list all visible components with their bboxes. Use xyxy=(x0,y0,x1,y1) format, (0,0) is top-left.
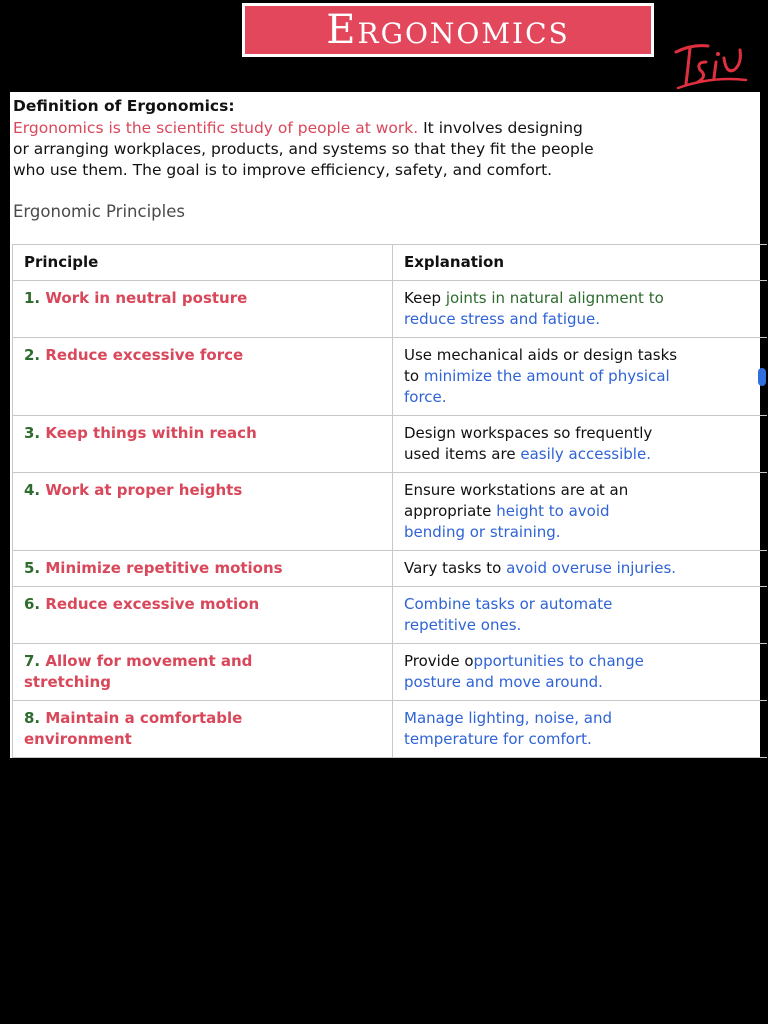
explanation-highlight: joints in natural alignment to xyxy=(445,289,664,307)
principle-cell xyxy=(13,701,393,757)
definition-rest: It involves designing xyxy=(418,119,583,137)
explanation-cell xyxy=(393,416,767,472)
principles-table xyxy=(12,244,767,758)
principle-number: 2. xyxy=(24,346,41,364)
principle-number: 5. xyxy=(24,559,41,577)
explanation-link-text: easily accessible. xyxy=(520,445,651,463)
definition-heading: Definition of Ergonomics: xyxy=(13,97,235,115)
principle-name: environment xyxy=(24,730,132,748)
principle-cell xyxy=(13,416,393,472)
definition-line-2: or arranging workplaces, products, and systems so that they fit the people xyxy=(13,140,594,158)
principle-cell xyxy=(13,338,393,415)
principle-name: Reduce excessive force xyxy=(45,346,244,364)
scroll-indicator[interactable] xyxy=(758,368,766,386)
principle-cell xyxy=(13,473,393,550)
explanation-cell xyxy=(393,644,767,700)
explanation-link-text: pportunities to change xyxy=(473,652,644,670)
explanation-text: Keep xyxy=(404,289,446,307)
principle-number: 8. xyxy=(24,709,41,727)
document-panel xyxy=(10,92,760,758)
table-row xyxy=(13,551,767,587)
principle-number: 7. xyxy=(24,652,41,670)
explanation-text: Use mechanical aids or design tasks xyxy=(404,346,678,364)
principle-number: 3. xyxy=(24,424,41,442)
explanation-cell xyxy=(393,338,767,415)
explanation-link-text: force. xyxy=(404,388,447,406)
explanation-cell xyxy=(393,473,767,550)
explanation-text: appropriate xyxy=(404,502,497,520)
principle-name: Work in neutral posture xyxy=(45,289,248,307)
column-header-explanation: Explanation xyxy=(404,253,505,271)
principle-name: Allow for movement and xyxy=(45,652,253,670)
principle-number: 4. xyxy=(24,481,41,499)
explanation-cell xyxy=(393,587,767,643)
explanation-cell xyxy=(393,701,767,757)
principle-name: Maintain a comfortable xyxy=(45,709,243,727)
principle-name: Reduce excessive motion xyxy=(45,595,260,613)
explanation-link-text: height to avoid xyxy=(496,502,610,520)
section-heading: Ergonomic Principles xyxy=(13,202,185,221)
handwritten-signature xyxy=(672,40,750,92)
table-header-row xyxy=(13,245,767,281)
explanation-link-text: reduce stress and fatigue. xyxy=(404,310,601,328)
explanation-text: Ensure workstations are at an xyxy=(404,481,629,499)
principle-number: 1. xyxy=(24,289,41,307)
explanation-text: Vary tasks to xyxy=(404,559,507,577)
principle-name: Work at proper heights xyxy=(45,481,243,499)
column-header-principle: Principle xyxy=(13,245,393,280)
table-row xyxy=(13,281,767,338)
principle-name: Keep things within reach xyxy=(45,424,257,442)
explanation-text: to xyxy=(404,367,424,385)
definition-highlight: Ergonomics is the scientific study of people at work. xyxy=(13,119,419,137)
explanation-link-text: avoid overuse injuries. xyxy=(506,559,677,577)
page-title: Ergonomics xyxy=(326,7,570,53)
principle-cell xyxy=(13,551,393,586)
explanation-link-text: posture and move around. xyxy=(404,673,603,691)
table-row xyxy=(13,644,767,701)
explanation-text: Provide o xyxy=(404,652,474,670)
explanation-link-text: temperature for comfort. xyxy=(404,730,592,748)
principle-cell xyxy=(13,587,393,643)
explanation-link-text: minimize the amount of physical xyxy=(423,367,670,385)
title-banner xyxy=(242,3,654,57)
explanation-link-text: bending or straining. xyxy=(404,523,561,541)
explanation-cell xyxy=(393,281,767,337)
explanation-cell xyxy=(393,551,767,586)
explanation-text: Design workspaces so frequently xyxy=(404,424,653,442)
explanation-link-text: Combine tasks or automate xyxy=(404,595,613,613)
principle-name: Minimize repetitive motions xyxy=(45,559,283,577)
table-row xyxy=(13,416,767,473)
explanation-link-text: Manage lighting, noise, and xyxy=(404,709,612,727)
principle-number: 6. xyxy=(24,595,41,613)
table-row xyxy=(13,473,767,551)
definition-text xyxy=(13,118,758,181)
principle-cell xyxy=(13,644,393,700)
table-row xyxy=(13,701,767,758)
explanation-text: used items are xyxy=(404,445,521,463)
table-row xyxy=(13,587,767,644)
definition-line-3: who use them. The goal is to improve efficiency, safety, and comfort. xyxy=(13,161,553,179)
principle-name: stretching xyxy=(24,673,111,691)
explanation-link-text: repetitive ones. xyxy=(404,616,522,634)
principle-cell xyxy=(13,281,393,337)
table-row xyxy=(13,338,767,416)
